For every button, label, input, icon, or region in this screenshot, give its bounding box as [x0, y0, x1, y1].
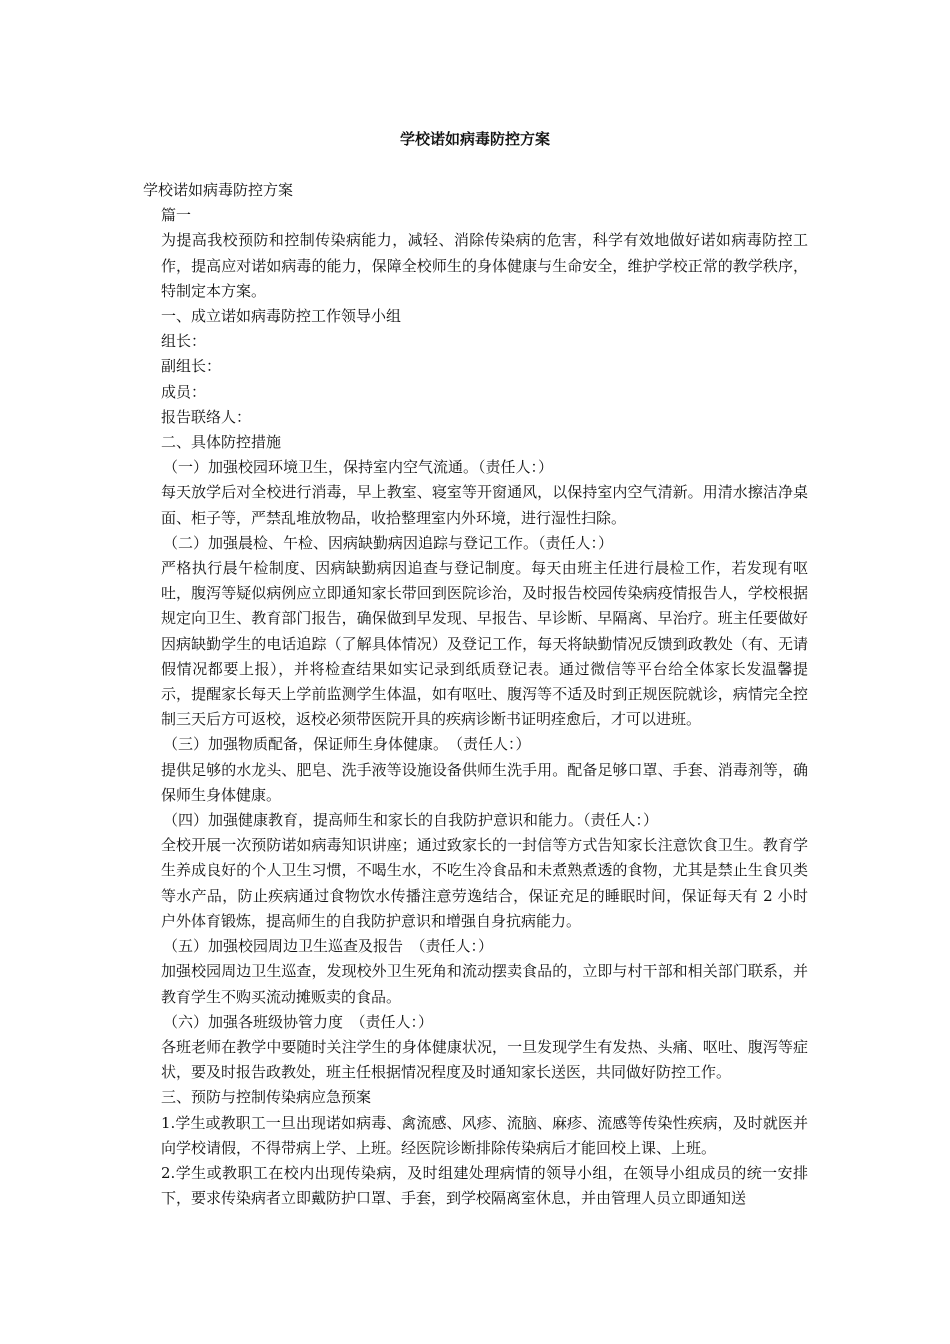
- heading-measure-3: （三）加强物质配备，保证师生身体健康。 （责任人：）: [163, 735, 531, 754]
- paragraph-measure-4: 全校开展一次预防诺如病毒知识讲座；通过致家长的一封信等方式告知家长注意饮食卫生。教育学生养成良好的个人卫生习惯，不喝生水，不吃生冷食品和未煮熟煮透的食物，尤其是禁止生食贝类等水产品，防止疾病通过食物饮水传播注意劳逸结合，保证充足的睡眠时间，保证每天有 2 小时户外体育锻炼，提高师生的自我防护意识和增强自身抗病能力。: [161, 836, 808, 930]
- heading-measure-4: （四）加强健康教育，提高师生和家长的自我防护意识和能力。（责任人：）: [163, 811, 659, 830]
- paragraph-section-label: 篇一: [161, 206, 192, 225]
- paragraph-measure-1: 每天放学后对全校进行消毒，早上教室、寝室等开窗通风，以保持室内空气清新。用清水擦洁净桌面、柜子等，严禁乱堆放物品，收拾整理室内外环境，进行湿性扫除。: [161, 483, 808, 527]
- heading-measure-1: （一）加强校园环境卫生，保持室内空气流通。（责任人：）: [163, 458, 554, 477]
- paragraph-plan-2: 2.学生或教职工在校内出现传染病，及时组建处理病情的领导小组，在领导小组成员的统一安排下，要求传染病者立即戴防护口罩、手套，到学校隔离室休息，并由管理人员立即通知送: [161, 1163, 808, 1208]
- document-title: 学校诺如病毒防控方案: [399, 130, 550, 148]
- paragraph-measure-3: 提供足够的水龙头、肥皂、洗手液等设施设备供师生洗手用。配备足够口罩、手套、消毒剂等，确保师生身体健康。: [161, 760, 808, 804]
- heading-section-3: 三、预防与控制传染病应急预案: [161, 1088, 372, 1107]
- paragraph-deputy-leader: 副组长：: [161, 357, 222, 376]
- heading-measure-2: （二）加强晨检、午检、因病缺勤病因追踪与登记工作。（责任人：）: [163, 533, 614, 552]
- paragraph-measure-6: 各班老师在教学中要随时关注学生的身体健康状况，一旦发现学生有发热、头痛、呕吐、腹泻等症状，要及时报告政教处，班主任根据情况程度及时通知家长送医，共同做好防控工作。: [161, 1037, 808, 1082]
- paragraph-measure-2: 严格执行晨午检制度、因病缺勤病因追查与登记制度。每天由班主任进行晨检工作，若发现有呕吐，腹泻等疑似病例应立即通知家长带回到医院诊治，及时报告校园传染病疫情报告人，学校根据规定向卫生、教育部门报告，确保做到早发现、早报告、早诊断、早隔离、早治疗。班主任要做好因病缺勤学生的电话追踪（了解具体情况）及登记工作，每天将缺勤情况反馈到政教处（有、无请假情况都要上报），并将检查结果如实记录到纸质登记表。通过微信等平台给全体家长发温馨提示，提醒家长每天上学前监测学生体温，如有呕吐、腹泻等不适及时到正规医院就诊，病情完全控制三天后方可返校，返校必须带医院开具的疾病诊断书证明痊愈后，才可以进班。: [161, 559, 808, 729]
- paragraph-measure-5: 加强校园周边卫生巡查，发现校外卫生死角和流动摆卖食品的，立即与村干部和相关部门联系，并教育学生不购买流动摊贩卖的食品。: [161, 962, 808, 1006]
- heading-measure-6: （六）加强各班级协管力度 （责任人：）: [163, 1012, 434, 1031]
- document-body: [143, 178, 808, 1211]
- paragraph-intro: 为提高我校预防和控制传染病能力，减轻、消除传染病的危害，科学有效地做好诺如病毒防控工作，提高应对诺如病毒的能力，保障全校师生的身体健康与生命安全，维护学校正常的教学秩序，特制定本方案。: [161, 231, 808, 300]
- paragraph-plan-1: 1.学生或教职工一旦出现诺如病毒、禽流感、风疹、流脑、麻疹、流感等传染性疾病，及时就医并向学校请假，不得带病上学、上班。经医院诊断排除传染病后才能回校上课、上班。: [161, 1113, 808, 1157]
- paragraph-contact: 报告联络人：: [161, 407, 252, 426]
- paragraph-subtitle: 学校诺如病毒防控方案: [143, 181, 294, 199]
- paragraph-members: 成员：: [161, 382, 207, 401]
- paragraph-leader: 组长：: [161, 332, 207, 351]
- heading-measure-5: （五）加强校园周边卫生巡查及报告 （责任人：）: [163, 937, 494, 956]
- heading-section-1: 一、成立诺如病毒防控工作领导小组: [161, 307, 402, 326]
- heading-section-2: 二、具体防控措施: [161, 433, 282, 452]
